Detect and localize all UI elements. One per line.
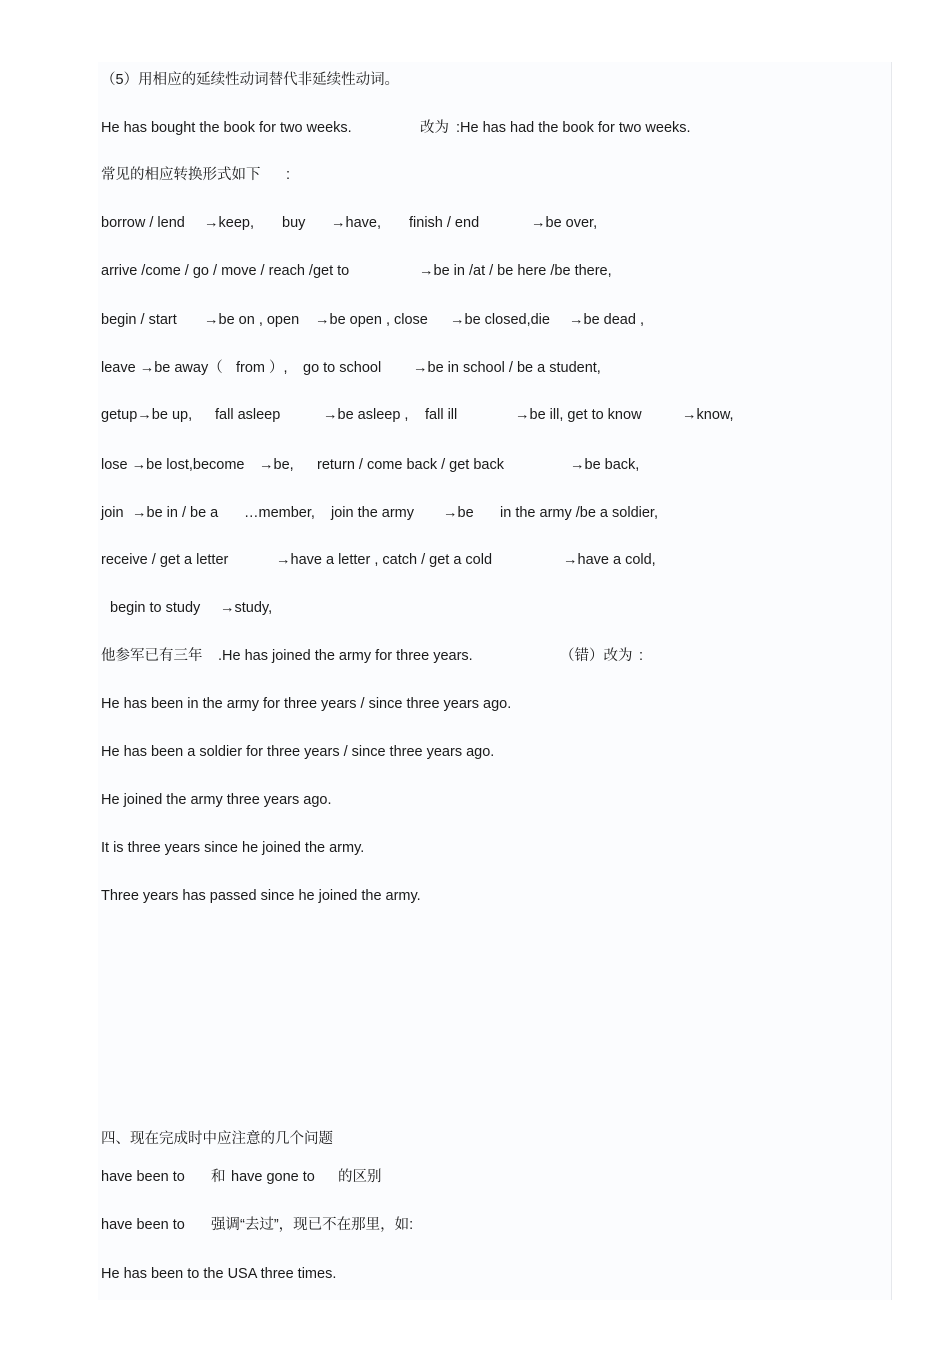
phrase-been-to: have been to — [101, 1169, 185, 1185]
conversion-term: →have a letter , catch / get a cold — [276, 552, 493, 568]
conversion-term: go to school — [303, 360, 382, 376]
conversion-term: getup→be up, — [101, 407, 193, 423]
conversion-term: →be over, — [531, 215, 598, 231]
page-edge-rule — [891, 62, 892, 1300]
answer-text: He has been a soldier for three years / since three years ago. — [101, 744, 495, 760]
conversion-term: →be closed,die — [450, 312, 550, 328]
conversion-term: →be asleep , — [323, 407, 409, 423]
fix-sentence: :He has had the book for two weeks. — [456, 120, 691, 136]
conversion-term: →study, — [220, 600, 273, 616]
conversion-term: return / come back / get back — [317, 457, 504, 473]
fix-label: 改为 — [420, 120, 449, 136]
answer-text: He joined the army three years ago. — [101, 792, 332, 808]
conversion-term: join — [101, 505, 124, 521]
intro-colon: : — [286, 167, 291, 183]
army-chinese: 他参军已有三年 — [101, 648, 203, 664]
conversion-term: →be back, — [570, 457, 640, 473]
conversion-term: arrive /come / go / move / reach /get to — [101, 263, 350, 279]
conversion-term: →be ill, get to know — [515, 407, 642, 423]
conversion-term: →be open , close — [315, 312, 428, 328]
phrase-gone-to: have gone to — [231, 1169, 315, 1185]
conversion-term: begin / start — [101, 312, 177, 328]
heading-text: （5）用相应的延续性动词替代非延续性动词。 — [101, 72, 400, 88]
conversion-term: →be in / be a — [132, 505, 219, 521]
answer-text: It is three years since he joined the army. — [101, 840, 365, 856]
conversion-term: leave →be away（ — [101, 360, 223, 376]
conversion-term: borrow / lend — [101, 215, 185, 231]
answer-text: He has been in the army for three years / since three years ago. — [101, 696, 512, 712]
conversion-term: →be — [443, 505, 474, 521]
difference-label: 的区别 — [338, 1169, 382, 1185]
conversion-term: receive / get a letter — [101, 552, 229, 568]
answer-text: Three years has passed since he joined the army. — [101, 888, 421, 904]
conversion-term: buy — [282, 215, 306, 231]
conversion-term: lose →be lost,become — [101, 457, 245, 473]
army-english: .He has joined the army for three years. — [218, 648, 473, 664]
error-mark: （错）改为 — [560, 648, 633, 664]
phrase-been-to: have been to — [101, 1217, 185, 1233]
explanation-text: 强调“去过”，现已不在那里，如: — [211, 1217, 414, 1233]
conversion-term: in the army /be a soldier, — [500, 505, 658, 521]
conversion-term: …member, — [244, 505, 315, 521]
conversion-term: →be, — [259, 457, 294, 473]
conversion-term: →be in /at / be here /be there, — [419, 263, 612, 279]
conversion-term: join the army — [331, 505, 415, 521]
conversion-term: →have a cold, — [563, 552, 656, 568]
conversion-term: →keep, — [204, 215, 254, 231]
conversion-term: →have, — [331, 215, 381, 231]
example-text: He has been to the USA three times. — [101, 1266, 337, 1282]
conversion-term: →be on , open — [204, 312, 300, 328]
conversion-term: fall ill — [425, 407, 458, 423]
heading-text: 四、现在完成时中应注意的几个问题 — [101, 1131, 333, 1147]
conversion-term: from ）, — [236, 360, 288, 376]
page-background-panel — [98, 62, 891, 1300]
conversion-term: →be dead , — [569, 312, 644, 328]
conjunction-and: 和 — [211, 1169, 226, 1185]
intro-text: 常见的相应转换形式如下 — [101, 167, 261, 183]
conversion-term: →know, — [682, 407, 734, 423]
conversion-term: →be in school / be a student, — [413, 360, 601, 376]
conversion-term: begin to study — [110, 600, 201, 616]
conversion-term: fall asleep — [215, 407, 281, 423]
conversion-term: finish / end — [409, 215, 480, 231]
wrong-sentence: He has bought the book for two weeks. — [101, 120, 352, 136]
army-colon: : — [639, 648, 644, 664]
